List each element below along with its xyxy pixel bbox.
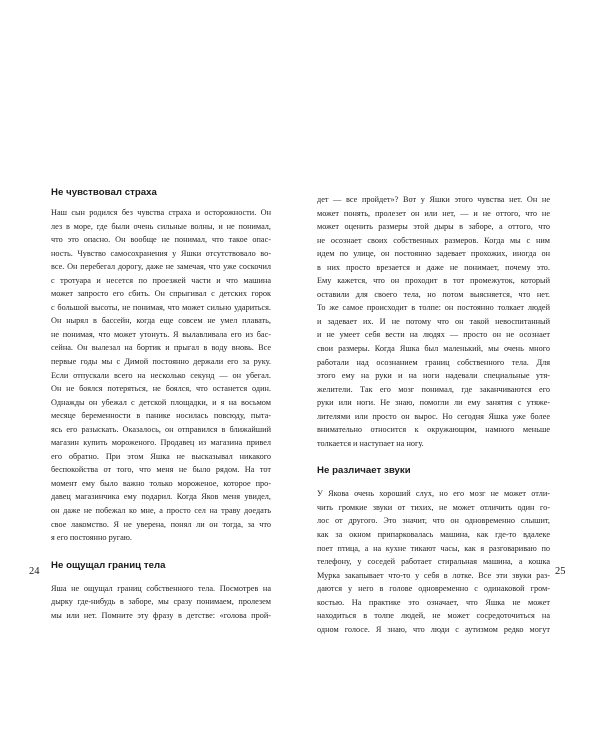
text-line: момент ему было важно только мороженое, которое про-: [51, 478, 271, 488]
text-line: в них просто врезается и даже не понимает, почему это.: [317, 262, 550, 272]
paragraph-body-boundaries-continued: [317, 193, 550, 450]
text-line: свои размеры. Когда Яшка был маленький, мы очень много: [317, 344, 550, 354]
text-line: толкается и наступает на ногу.: [317, 438, 424, 448]
text-line: Он нырял в бассейн, когда еще совсем не умел плавать,: [51, 316, 271, 326]
text-line: сейна. Он вылезал на бортик и прыгал в воду вновь. Все: [51, 343, 271, 353]
heading-body-boundaries: Не ощущал границ тела: [51, 559, 166, 571]
text-line: этого ему на руки и на ноги надевали специальные утя-: [317, 371, 550, 381]
text-line: что это опасно. Он вообще не понимал, что такое опас-: [51, 235, 271, 245]
text-line: одном голосе. Я знаю, что люди с аутизмом редко могут: [317, 624, 550, 634]
text-line: внимательно относится к окружающим, намного меньше: [317, 425, 550, 435]
text-line: Мурка закапывает что-то у себя в лотке. Все эти звуки раз-: [317, 570, 550, 580]
text-line: костью. На практике это означает, что Яшка не может: [317, 597, 550, 607]
text-line: дет — все пройдет»? Вот у Яшки этого чувства нет. Он не: [317, 195, 550, 204]
text-line: поет птица, а на кухне тикают часы, как я разговариваю по: [317, 543, 550, 553]
paragraph-no-fear: [51, 206, 271, 545]
text-line: оставили для своего тела, но потом выясняется, что нет.: [317, 289, 550, 299]
text-line: То же самое происходит в толпе: он постоянно толкает людей: [317, 303, 550, 313]
text-line: ясь его разыскать. Оказалось, он отправился в ближайший: [51, 424, 271, 434]
text-line: Однажды он убежал с детской площадки, и я на восьмом: [51, 397, 271, 407]
text-line: не осознает своих собственных размеров. Когда мы с ним: [317, 235, 550, 245]
text-line: с тротуара и несется по проезжей части и что машина: [51, 275, 271, 285]
text-line: свое лакомство. Я не уверена, понял ли он тогда, за что: [51, 519, 271, 529]
text-line: руки или ноги. Не знаю, помогли ли ему занятия с утяже-: [317, 398, 550, 408]
text-line: мы или нет. Помните эту фразу в детстве: «голова прой-: [51, 610, 271, 620]
text-line: У Якова очень хороший слух, но его мозг не может отли-: [317, 489, 550, 499]
text-line: лез в море, где были очень сильные волны, и не понимал,: [51, 221, 271, 231]
page-number-right: 25: [555, 566, 566, 577]
text-line: лос от другого. Это значит, что он одновременно слышит,: [317, 516, 550, 526]
text-line: как за окном припарковалась машина, как где-то вдалеке: [317, 530, 550, 540]
text-line: находиться в толпе людей, не может сосредоточиться на: [317, 611, 550, 621]
text-line: с большой высоты, не понимая, что может сильно удариться.: [51, 302, 271, 312]
text-line: даются у него в голове одновременно с одинаковой гром-: [317, 584, 550, 594]
text-line: может понять, пролезет он или нет, — и не оттого, что не: [317, 208, 550, 218]
heading-no-fear: Не чувствовал страха: [51, 187, 157, 198]
text-line: может оценить размеры этой дыры в заборе, а оттого, что: [317, 222, 550, 232]
text-line: не понимая, что может утонуть. Я вылавливала его из бас-: [51, 329, 271, 339]
text-line: все. Он перебегал дорогу, даже не замечая, что уже соскочил: [51, 262, 271, 272]
text-line: телефону, у соседей работает стиральная машина, а кошка: [317, 557, 550, 567]
paragraph-body-boundaries: [51, 582, 271, 623]
text-line: чить громкие звуки от тихих, не может отличить один го-: [317, 502, 550, 512]
text-line: Он не боялся потеряться, не боялся, что останется один.: [51, 384, 271, 394]
text-line: давец магазинчика ему подарил. Когда Яков меня увидел,: [51, 492, 271, 502]
text-line: может запросто его сбить. Он спрыгивал с детских горок: [51, 289, 271, 299]
text-line: Если отпускали всего на несколько секунд — он убегал.: [51, 370, 271, 380]
text-line: Яша не ощущал границ собственного тела. Посмотрев на: [51, 583, 271, 593]
text-line: его обратно. При этом Яшка не высказывал никакого: [51, 451, 271, 461]
paragraph-sounds: [317, 487, 550, 636]
text-line: я его постоянно ругаю.: [51, 533, 132, 543]
text-line: беспокойства от того, что меня не было рядом. На тот: [51, 465, 271, 475]
text-line: Наш сын родился без чувства страха и осторожности. Он: [51, 208, 271, 217]
text-line: магазин купить мороженого. Продавец из магазина привел: [51, 438, 271, 448]
right-text-column: [317, 193, 550, 636]
text-line: дырку где-нибудь в заборе, мы сразу понимаем, пролезем: [51, 597, 271, 607]
text-line: идем по улице, он постоянно задевает прохожих, иногда он: [317, 249, 550, 259]
text-line: желители. Так его мозг понимал, где заканчиваются его: [317, 384, 550, 394]
text-line: первые годы мы с Димой постоянно держали его за руку.: [51, 357, 271, 367]
text-line: он даже не побежал ко мне, а просто сел на траву доедать: [51, 506, 271, 516]
left-text-column: [51, 187, 271, 622]
heading-sounds: Не различает звуки: [317, 465, 411, 477]
text-line: ность. Чувство самосохранения у Яшки отсутствовало во-: [51, 248, 271, 258]
text-line: и не умеет себя вести на людях — просто он не осознает: [317, 330, 550, 340]
text-line: работали над осознанием границ собственного тела. Для: [317, 357, 550, 367]
text-line: лителями или просто он вырос. Но сегодня Яшка уже более: [317, 411, 550, 421]
text-line: и задевает их. И не потому что он такой невоспитанный: [317, 316, 550, 326]
page-number-left: 24: [29, 566, 40, 577]
text-line: месяце беременности в панике носилась повсюду, пыта-: [51, 411, 271, 421]
right-page: [300, 0, 600, 750]
text-line: Ему кажется, что он проходит в тот промежуток, который: [317, 276, 550, 286]
